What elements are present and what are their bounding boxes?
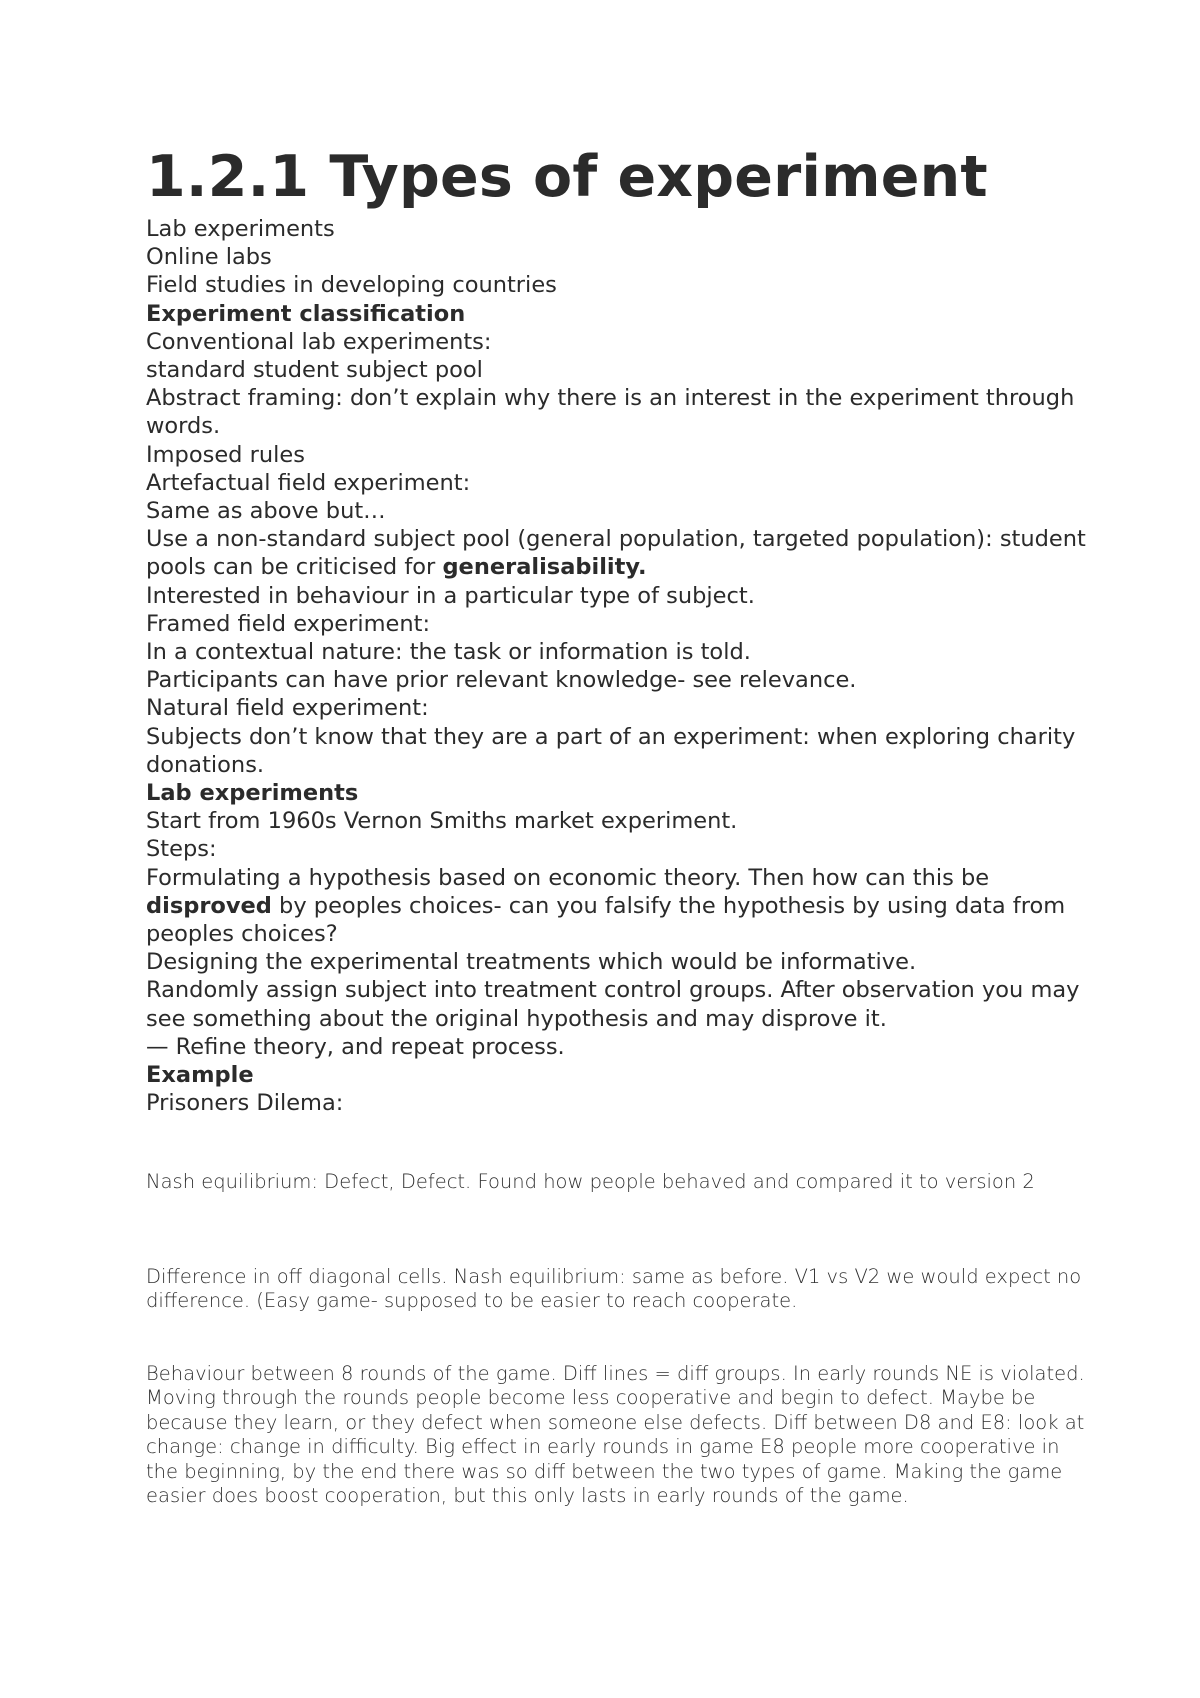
section-heading-text: Lab experiments	[146, 780, 359, 807]
text-line: Natural field experiment:	[146, 695, 429, 722]
text-line: Subjects don’t know that they are a part of an experiment: when exploring charity donations.	[146, 723, 1076, 778]
text-line: Prisoners Dilema:	[146, 1090, 344, 1117]
note-block	[146, 1170, 1086, 1194]
text-line: — Refine theory, and repeat process.	[146, 1033, 565, 1060]
text-line: standard student subject pool	[146, 357, 483, 384]
text-line: Artefactual field experiment:	[146, 469, 471, 496]
text-span: Use a non-standard subject pool (general population, targeted population): student pools can be criticised for	[146, 526, 1086, 581]
text-line: Interested in behaviour in a particular type of subject.	[146, 582, 755, 609]
text-line: Framed field experiment:	[146, 610, 431, 637]
text-line: Imposed rules	[146, 441, 305, 468]
text-line: Steps:	[146, 836, 217, 863]
text-line: Participants can have prior relevant knowledge- see relevance.	[146, 667, 857, 694]
text-span: by peoples choices- can you falsify the hypothesis by using data from peoples choices?	[146, 892, 1066, 948]
note-text: Nash equilibrium: Defect, Defect. Found how people behaved and compared it to version 2	[146, 1170, 1035, 1193]
section-heading-text: Experiment classification	[146, 300, 466, 327]
note-block	[146, 1265, 1086, 1314]
text-line: Field studies in developing countries	[146, 272, 557, 299]
text-line: Conventional lab experiments:	[146, 328, 492, 355]
section-heading-text: Example	[146, 1062, 254, 1089]
text-span: Formulating a hypothesis based on economic theory. Then how can this be	[146, 864, 990, 891]
note-text: Difference in off diagonal cells. Nash equilibrium: same as before. V1 vs V2 we would expect no difference. (Easy game- supposed to be easier to reach cooperate.	[146, 1265, 1082, 1313]
text-line: Start from 1960s Vernon Smiths market experiment.	[146, 808, 738, 835]
note-text: Behaviour between 8 rounds of the game. Diff lines = diff groups. In early rounds NE is violated. Moving through the rounds people become less cooperative and begin to defect. Maybe be because they learn, or they defect when someone else defects. Diff between D8 and E8: look at change: change in difficulty. Big effect in early rounds in game E8 people more cooperative in the beginning, by the end there was so diff between the two types of game. Making the game easier does boost cooperation, but this only lasts in early rounds of the game.	[146, 1362, 1085, 1508]
text-line: Abstract framing: don’t explain why there is an interest in the experiment through words.	[146, 385, 1075, 440]
text-line	[146, 864, 1086, 949]
section-heading	[146, 300, 1086, 328]
text-line: Designing the experimental treatments which would be informative.	[146, 949, 917, 976]
text-line: Randomly assign subject into treatment control groups. After observation you may see something about the original hypothesis and may disprove it.	[146, 977, 1080, 1032]
text-line	[146, 525, 1086, 581]
section-heading	[146, 779, 1086, 807]
page-title: 1.2.1 Types of experiment	[146, 144, 988, 210]
notes-body	[146, 215, 1086, 1118]
bold-term: disproved	[146, 892, 272, 919]
text-line: Lab experiments	[146, 216, 335, 242]
text-line: Same as above but…	[146, 498, 386, 525]
bold-term: generalisability.	[442, 554, 647, 581]
text-line: Online labs	[146, 244, 272, 271]
text-line: In a contextual nature: the task or information is told.	[146, 639, 751, 666]
section-heading	[146, 1061, 1086, 1089]
note-block	[146, 1362, 1086, 1508]
